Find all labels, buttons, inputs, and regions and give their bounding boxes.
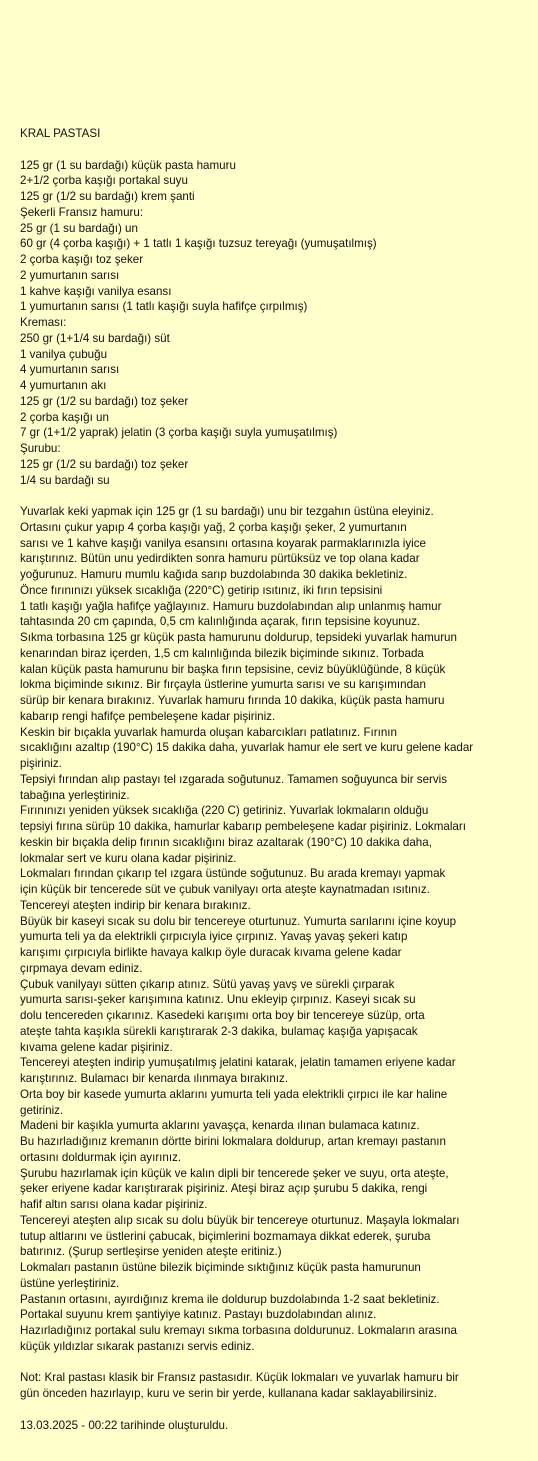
ingredient-line: 60 gr (4 çorba kaşığı) + 1 tatlı 1 kaşığı tuzsuz tereyağı (yumuşatılmış) (20, 237, 377, 251)
instruction-line: keskin bir bıçakla delip fırının sıcaklığını biraz azaltarak (190°C) 10 dakika daha, (20, 835, 432, 849)
ingredient-line: 1/4 su bardağı su (20, 473, 110, 487)
instruction-line: Fırınınızı yeniden yüksek sıcaklığa (220 C) getiriniz. Yuvarlak lokmaların olduğu (20, 804, 429, 818)
instruction-line: ortasını doldurmak için ayırınız. (20, 1150, 182, 1164)
instruction-line: için küçük bir tencerede süt ve çubuk vanilyayı orta ateşte kaynatmadan ısıtınız. (20, 883, 430, 896)
instruction-line: Tencereyi ateşten indirip yumuşatılmış jelatini katarak, jelatin tamamen eriyene kadar (20, 1056, 456, 1070)
ingredient-line: 4 yumurtanın akı (20, 379, 107, 392)
ingredient-line: 125 gr (1/2 su bardağı) toz şeker (20, 457, 189, 471)
instruction-line: getiriniz. (20, 1103, 64, 1117)
instruction-line: Keskin bir bıçakla yuvarlak hamurda oluşan kabarcıkları patlatınız. Fırının (20, 725, 397, 739)
instruction-line: Tepsiyi fırından alıp pastayı tel ızgarada soğutunuz. Tamamen soğuyunca bir servis (20, 772, 448, 786)
instruction-line: 1 tatlı kaşığı yağla hafifçe yağlayınız. Hamuru buzdolabından alıp unlanmış hamur (20, 599, 442, 613)
instruction-line: Ortasını çukur yapıp 4 çorba kaşığı yağ, 2 çorba kaşığı şeker, 2 yumurtanın (20, 520, 407, 534)
instruction-line: Bu hazırladığınız kremanın dörtte birini lokmalara doldurup, artan kremayı pastanın (20, 1135, 446, 1148)
instruction-line: Büyük bir kaseyi sıcak su dolu bir tencereye oturtunuz. Yumurta sarılarını içine koyup (20, 914, 457, 928)
instruction-line: yumurta teli ya da elektrikli çırpıcıyla iyice çırpınız. Yavaş yavaş şekeri katıp (20, 930, 408, 944)
ingredient-line: 4 yumurtanın sarısı (20, 363, 120, 377)
ingredient-line: 2 çorba kaşığı un (20, 410, 109, 424)
instruction-line: dolu tencereden çıkarınız. Kasedeki karışımı orta boy bir tencereye süzüp, orta (20, 1009, 425, 1022)
recipe-note (20, 1370, 532, 1402)
instruction-line: sarısı ve 1 kahve kaşığı vanilya esansını ortasına koyarak parmaklarınızla iyice (20, 536, 426, 550)
instruction-line: tabağına yerleştiriniz. (20, 788, 130, 802)
instruction-line: lokma biçiminde sıkınız. Bir fırçayla üstlerine yumurta sarısı ve su karışımından (20, 678, 426, 692)
ingredient-line: 1 kahve kaşığı vanilya esansı (20, 284, 172, 298)
instruction-line: Hazırladığınız portakal sulu kremayı sıkma torbasına doldurunuz. Lokmaların arasına (20, 1324, 457, 1337)
instruction-line: tepsiyi fırına sürüp 10 dakika, hamurlar kabarıp pembeleşene kadar pişiriniz. Lokmaları (20, 820, 466, 833)
instruction-line: kabarıp rengi hafifçe pembeleşene kadar pişiriniz. (20, 709, 276, 723)
instruction-line: Orta boy bir kasede yumurta aklarını yumurta teli yada elektrikli çırpıcı ile kar haline (20, 1087, 448, 1101)
instruction-line: hafif altın sarısı olana kadar pişiriniz. (20, 1198, 208, 1211)
note-line: Not: Kral pastası klasik bir Fransız pastasıdır. Küçük lokmaları ve yuvarlak hamuru bir (20, 1371, 459, 1385)
instruction-line: pişiriniz. (20, 757, 62, 770)
instruction-line: küçük yıldızlar sıkarak pastanızı servis ediniz. (20, 1339, 255, 1353)
note-line: gün önceden hazırlayıp, kuru ve serin bir yerde, kullanana kadar saklayabilirsiniz. (20, 1387, 437, 1400)
instruction-line: şeker eriyene kadar karıştırarak pişiriniz. Ateşi biraz açıp şurubu 5 dakika, rengi (20, 1182, 428, 1196)
ingredient-list (20, 158, 532, 489)
recipe-title: KRAL PASTASI (20, 127, 101, 140)
ingredient-line: 1 vanilya çubuğu (20, 347, 108, 361)
spacer (20, 1355, 532, 1371)
ingredient-line: 125 gr (1 su bardağı) küçük pasta hamuru (20, 158, 236, 172)
ingredient-line: 7 gr (1+1/2 yaprak) jelatin (3 çorba kaşığı suyla yumuşatılmış) (20, 426, 338, 440)
instruction-line: üstüne yerleştiriniz. (20, 1276, 120, 1290)
instruction-line: tutup altlarını ve üstlerini çabucak, biçimlerini bozmamaya dikkat ederek, şuruba (20, 1229, 431, 1243)
instruction-line: kalan küçük pasta hamurunu bir başka fırın tepsisine, ceviz büyüklüğünde, 8 küçük (20, 662, 446, 676)
ingredient-line: 1 yumurtanın sarısı (1 tatlı kaşığı suyla hafifçe çırpılmış) (20, 300, 308, 314)
instruction-list (20, 504, 532, 1355)
instruction-line: Portakal suyunu krem şantiyiye katınız. Pastayı buzdolabından alınız. (20, 1308, 377, 1322)
ingredient-line: 250 gr (1+1/4 su bardağı) süt (20, 331, 170, 345)
instruction-line: sürüp bir kenara bırakınız. Yuvarlak hamuru fırında 10 dakika, küçük pasta hamuru (20, 694, 445, 707)
instruction-line: sıcaklığını azaltıp (190°C) 15 dakika daha, yuvarlak hamur ele sert ve kuru gelene kadar (20, 741, 474, 755)
instruction-line: yumurta sarısı-şeker karışımına katınız. Unu ekleyip çırpınız. Kaseyi sıcak su (20, 993, 416, 1007)
ingredient-line: Şekerli Fransız hamuru: (20, 205, 144, 219)
instruction-line: kıvama gelene kadar pişiriniz. (20, 1040, 173, 1054)
ingredient-line: 2 yumurtanın sarısı (20, 268, 120, 282)
instruction-line: Yuvarlak keki yapmak için 125 gr (1 su bardağı) unu bir tezgahın üstüna eleyiniz. (20, 505, 434, 518)
instruction-line: ateşte tahta kaşıkla sürekli karıştırarak 2-3 dakika, bulamaç kaşığa yapışacak (20, 1024, 418, 1038)
ingredient-line: 2+1/2 çorba kaşığı portakal suyu (20, 174, 188, 188)
instruction-line: Tencereyi ateşten alıp sıcak su dolu büyük bir tencereye oturtunuz. Maşayla lokmaları (20, 1213, 460, 1227)
instruction-line: Çubuk vanilyayı sütten çıkarıp atınız. Sütü yavaş yavş ve sürekli çırparak (20, 977, 395, 991)
ingredient-line: 2 çorba kaşığı toz şeker (20, 253, 144, 266)
instruction-line: Şurubu hazırlamak için küçük ve kalın dipli bir tencerede şeker ve suyu, orta ateşte, (20, 1166, 449, 1180)
instruction-line: karıştırınız. Bütün unu yedirdikten sonra hamuru pürtüksüz ve top olana kadar (20, 552, 420, 566)
instruction-line: Sıkma torbasına 125 gr küçük pasta hamurunu doldurup, tepsideki yuvarlak hamurun (20, 631, 457, 644)
instruction-line: Lokmaları fırından çıkarıp tel ızgara üstünde soğutunuz. Bu arada kremayı yapmak (20, 867, 446, 881)
ingredient-line: 125 gr (1/2 su bardağı) toz şeker (20, 394, 189, 408)
spacer (20, 142, 532, 158)
instruction-line: batırınız. (Şurup sertleşirse yeniden ateşte eritiniz.) (20, 1245, 282, 1259)
instruction-line: tahtasında 20 cm çapında, 0,5 cm kalınlığında açarak, fırın tepsisine koyunuz. (20, 615, 421, 629)
instruction-line: Lokmaları pastanın üstüne bilezik biçiminde sıktığınız küçük pasta hamurunun (20, 1261, 421, 1274)
ingredient-line: 125 gr (1/2 su bardağı) krem şanti (20, 190, 195, 203)
instruction-line: Madeni bir kaşıkla yumurta aklarını yavaşça, kenarda ılınan bulamaca katınız. (20, 1119, 420, 1133)
instruction-line: Pastanın ortasını, ayırdığınız krema ile doldurup buzdolabında 1-2 saat bekletiniz. (20, 1292, 440, 1306)
instruction-line: Tencereyi ateşten indirip bir kenara bırakınız. (20, 898, 251, 912)
ingredient-line: Kreması: (20, 316, 67, 329)
spacer (20, 488, 532, 504)
instruction-line: çırpmaya devam ediniz. (20, 961, 143, 975)
spacer (20, 1402, 532, 1418)
instruction-line: Önce fırınınızı yüksek sıcaklığa (220°C) getirip ısıtınız, iki fırın tepsisini (20, 583, 383, 597)
instruction-line: yoğurunuz. Hamuru mumlu kağıda sarıp buzdolabında 30 dakika bekletiniz. (20, 568, 408, 581)
instruction-line: kenarından biraz içerden, 1,5 cm kalınlığında bilezik biçiminde sıkınız. Torbada (20, 646, 424, 660)
ingredient-line: 25 gr (1 su bardağı) un (20, 221, 138, 235)
creation-timestamp: 13.03.2025 - 00:22 tarihinde oluşturuldu. (20, 1418, 229, 1432)
instruction-line: karıştırınız. Bulamacı bir kenarda ılınmaya bırakınız. (20, 1072, 289, 1085)
instruction-line: karışımı çırpıcıyla birlikte havaya kalkıp öyle duracak kıvama gelene kadar (20, 946, 402, 959)
instruction-line: lokmalar sert ve kuru olana kadar pişiriniz. (20, 851, 237, 865)
recipe-document (20, 126, 532, 1433)
ingredient-line: Şurubu: (20, 442, 61, 455)
